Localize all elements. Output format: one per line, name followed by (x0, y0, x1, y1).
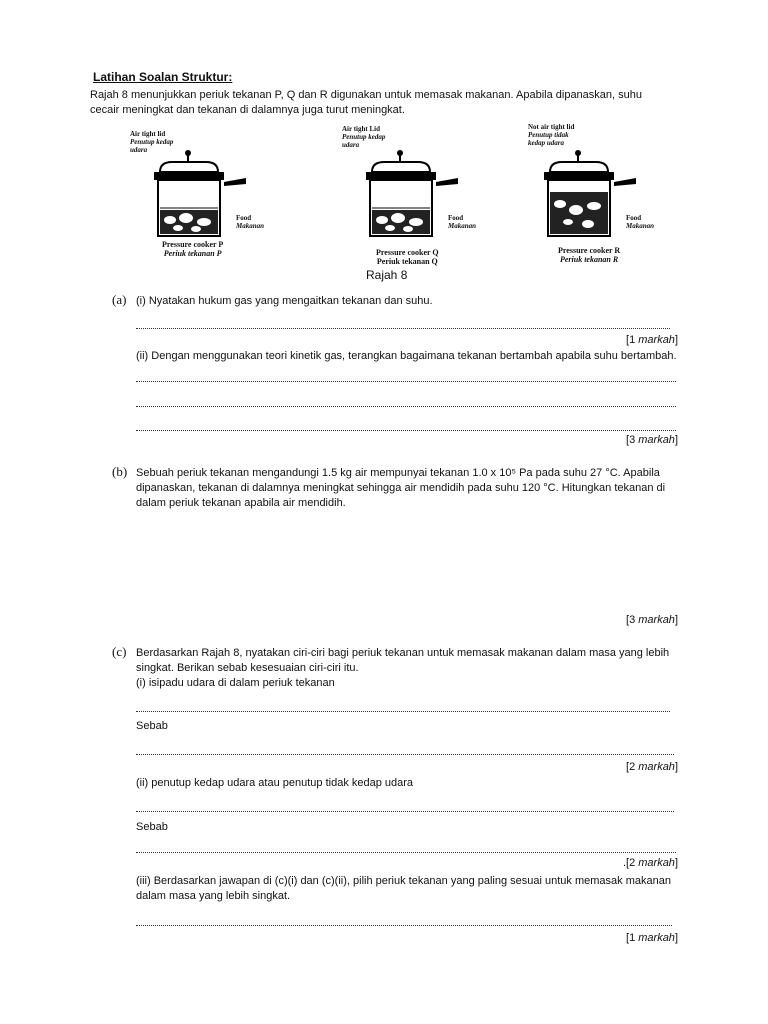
cooker-r-caption: Pressure cooker R Periuk tekanan R (558, 246, 621, 264)
cooker-q-lid-label: Air tight Lid Penutup kedap udara (342, 125, 386, 149)
question-a-i-text: (i) Nyatakan hukum gas yang mengaitkan tekanan dan suhu. (136, 295, 433, 307)
mark-c-ii: .[2 markah] (622, 857, 678, 869)
question-b-letter: (b) (112, 464, 128, 479)
cooker-r-lid-label: Not air tight lid Penutup tidak kedap udara (528, 123, 575, 147)
question-a-ii-text: (ii) Dengan menggunakan teori kinetik gas, terangkan bagaimana tekanan bertambah apabila suhu bertambah. (136, 350, 677, 362)
answer-line[interactable] (136, 406, 676, 407)
cooker-q-food-label: Food Makanan (448, 214, 477, 230)
question-c-text: Berdasarkan Rajah 8, nyatakan ciri-ciri bagi periuk tekanan untuk memasak makanan dalam masa yang lebih singkat. Berikan sebab kesesuaian ciri-ciri itu. (136, 647, 670, 674)
mark-a-i: [1 markah] (626, 334, 678, 346)
mark-b: [3 markah] (626, 614, 678, 626)
cooker-p-food-label: Food Makanan (236, 214, 265, 230)
answer-line[interactable] (136, 925, 672, 926)
answer-line[interactable] (136, 852, 676, 853)
pressure-cooker-q-drawing (362, 148, 462, 243)
answer-line[interactable] (136, 811, 674, 812)
answer-line[interactable] (136, 754, 674, 755)
worksheet-title: Latihan Soalan Struktur: (93, 70, 233, 84)
pressure-cooker-p-drawing (150, 148, 250, 243)
question-c-iii-text: (iii) Berdasarkan jawapan di (c)(i) dan (c)(ii), pilih periuk tekanan yang paling sesuai untuk memasak makanan dalam masa yang lebih singkat. (136, 875, 671, 902)
reason-label-c-ii: Sebab (136, 821, 168, 833)
cooker-q-caption: Pressure cooker Q Periuk tekanan Q (376, 248, 439, 266)
question-b-text: Sebuah periuk tekanan mengandungi 1.5 kg air mempunyai tekanan 1.0 x 10⁵ Pa pada suhu 27 °C. Apabila dipanaskan, tekanan di dalamnya meningkat sehingga air mendidih pada suhu 120 °C. Hitungkan tekanan di dalam periuk tekanan apabila air mendidih. (136, 467, 666, 509)
intro-text: Rajah 8 menunjukkan periuk tekanan P, Q dan R digunakan untuk memasak makanan. Apabila dipanaskan, suhu cecair meningkat dan tekanan di dalamnya juga turut meningkat. (90, 89, 642, 116)
mark-c-iii: [1 markah] (626, 932, 678, 944)
cooker-p-lid-label: Air tight lid Penutup kedap udara (130, 130, 174, 154)
reason-label-c-i: Sebab (136, 720, 168, 732)
pressure-cooker-r-drawing (540, 148, 640, 243)
answer-line[interactable] (136, 328, 670, 329)
cooker-r-food-label: Food Makanan (626, 214, 655, 230)
mark-a-ii: [3 markah] (626, 434, 678, 446)
mark-c-i: [2 markah] (626, 761, 678, 773)
question-c-ii-text: (ii) penutup kedap udara atau penutup tidak kedap udara (136, 777, 414, 789)
cooker-p-caption: Pressure cooker P Periuk tekanan P (162, 240, 224, 258)
answer-line[interactable] (136, 381, 676, 382)
answer-line[interactable] (136, 711, 670, 712)
figure-caption: Rajah 8 (366, 268, 408, 282)
question-c-letter: (c) (112, 644, 127, 659)
question-a-letter: (a) (112, 292, 127, 307)
answer-line[interactable] (136, 430, 676, 431)
question-c-i-text: (i) isipadu udara di dalam periuk tekanan (136, 677, 335, 689)
